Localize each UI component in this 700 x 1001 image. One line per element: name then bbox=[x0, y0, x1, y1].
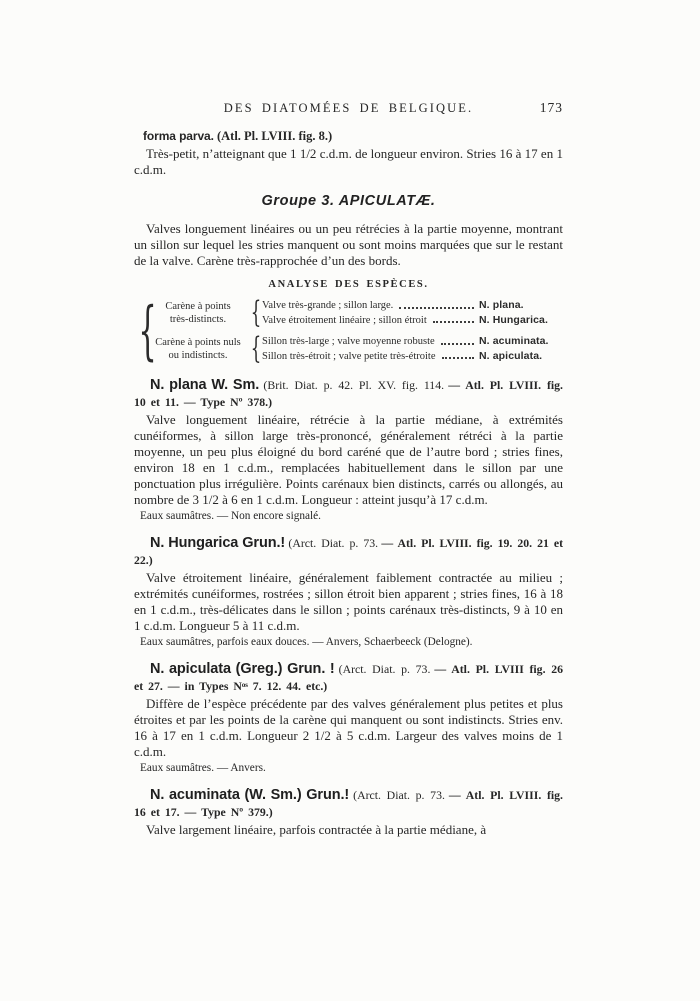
forma-parva-title-line bbox=[143, 128, 563, 145]
dot-leader bbox=[442, 357, 475, 359]
group-intro-paragraph: Valves longuement linéaires ou un peu rétrécies à la partie moyenne, montrant un sillon sur lequel les stries manquent ou sont moins marquées que sur le restant de la valve. Carène très-rapprochée d’un des bords. bbox=[134, 221, 563, 268]
key-inner-brace: { bbox=[250, 295, 262, 330]
key-options bbox=[262, 299, 563, 327]
key-group-indistinct-points bbox=[150, 331, 563, 366]
key-option-row bbox=[262, 335, 563, 349]
analysis-heading: ANALYSE DES ESPÈCES. bbox=[268, 279, 429, 290]
species-heading bbox=[134, 377, 563, 410]
key-group-label-line2: ou indistincts. bbox=[168, 350, 228, 361]
key-group-distinct-points bbox=[150, 295, 563, 330]
analysis-key-table bbox=[134, 294, 563, 368]
forma-parva-section bbox=[134, 128, 563, 178]
key-groups bbox=[150, 295, 563, 366]
species-name: N. acuminata (W. Sm.) Grun.! bbox=[150, 787, 350, 803]
key-group-label-line1: Carène à points bbox=[165, 300, 231, 312]
species-section-acuminata bbox=[134, 787, 563, 838]
key-option-row bbox=[262, 299, 563, 313]
species-description: Valve largement linéaire, parfois contractée à la partie médiane, à bbox=[146, 822, 487, 837]
species-reference-bold: — Atl. Pl. LVIII. fig. 19. 20. 21 et 22.) bbox=[134, 536, 564, 567]
dot-leader bbox=[433, 321, 474, 323]
key-species-name: N. plana. bbox=[479, 299, 524, 311]
key-group-label-line1: Carène à points nuls bbox=[155, 336, 241, 348]
key-outer-brace: { bbox=[138, 294, 157, 368]
species-reference-bold: — Atl. Pl. LVIII. fig. 10 et 11. — Type Nº 378.) bbox=[134, 378, 564, 409]
species-description: Valve longuement linéaire, rétrécie à la partie médiane, à extrémités cunéiformes, à sillon large très-prononcé, généralement rétréci à la partie moyenne, un peu plus éloigné du bord caréné que de l’autre bord ; stries fines, environ 18 en 1 c.d.m., remplacées habituellement dans le sillon par une ponctuation plus irrégulière. Points carénaux bien distincts, carrés ou allongés, au nombre de 3 1/2 à 6 en 1 c.d.m. Longueur : atteint jusqu’à 17 c.d.m. bbox=[134, 412, 563, 507]
species-name: N. Hungarica Grun.! bbox=[150, 535, 286, 551]
species-name: N. apiculata (Greg.) Grun. ! bbox=[150, 661, 335, 677]
species-heading bbox=[134, 535, 563, 568]
species-section-plana bbox=[134, 377, 563, 524]
forma-parva-reference: (Atl. Pl. LVIII. fig. 8.) bbox=[216, 129, 333, 143]
species-reference-bold: — Atl. Pl. LVIII. fig. 16 et 17. — Type Nº 379.) bbox=[134, 788, 564, 819]
species-habitat: Eaux saumâtres. — Anvers. bbox=[140, 762, 266, 774]
dot-leader bbox=[399, 307, 474, 309]
species-reference: (Brit. Diat. p. 42. Pl. XV. fig. 114. bbox=[263, 378, 445, 392]
page-number: 173 bbox=[539, 100, 563, 115]
key-option-text: Valve très-grande ; sillon large. bbox=[262, 300, 394, 311]
species-reference-bold: — Atl. Pl. LVIII fig. 26 et 27. — in Types Nᵒˢ 7. 12. 44. etc.) bbox=[134, 662, 564, 693]
forma-parva-name: forma parva. bbox=[143, 129, 214, 143]
key-option-text: Valve étroitement linéaire ; sillon étroit bbox=[262, 314, 427, 326]
key-option-row bbox=[262, 314, 563, 328]
species-description: Diffère de l’espèce précédente par des valves généralement plus petites et plus étroites et par les points de la carène qui manquent ou sont indistincts. Stries env. 16 à 17 en 1 c.d.m. Longueur 2 1/2 à 5 c.d.m. Largeur des valves moins de 1 c.d.m. bbox=[134, 696, 563, 759]
species-reference: (Arct. Diat. p. 73. bbox=[338, 662, 431, 676]
species-heading bbox=[134, 787, 563, 820]
key-inner-brace: { bbox=[250, 331, 262, 366]
key-option-row bbox=[262, 350, 563, 364]
species-heading bbox=[134, 661, 563, 694]
species-reference: (Arct. Diat. p. 73. bbox=[353, 788, 445, 802]
running-header-title: DES DIATOMÉES DE BELGIQUE. bbox=[223, 101, 474, 115]
forma-parva-description: Très-petit, n’atteignant que 1 1/2 c.d.m. de longueur environ. Stries 16 à 17 en 1 c.d.m. bbox=[134, 146, 563, 177]
species-reference: (Arct. Diat. p. 73. bbox=[288, 536, 379, 550]
group-heading: Groupe 3. APICULATÆ. bbox=[261, 193, 436, 209]
dot-leader bbox=[441, 343, 474, 345]
species-section-hungarica bbox=[134, 535, 563, 650]
species-name: N. plana W. Sm. bbox=[150, 377, 260, 393]
key-species-name: N. apiculata. bbox=[479, 349, 543, 362]
running-header bbox=[134, 100, 563, 115]
key-group-label bbox=[150, 300, 246, 327]
species-habitat: Eaux saumâtres, parfois eaux douces. — Anvers, Schaerbeeck (Delogne). bbox=[140, 636, 473, 648]
species-habitat: Eaux saumâtres. — Non encore signalé. bbox=[140, 510, 322, 522]
species-description: Valve étroitement linéaire, généralement faiblement contractée au milieu ; extrémités cunéiformes, rostrées ; sillon étroit bien apparent ; stries fines, 16 à 18 en 1 c.d.m., très-délicates dans le sillon ; points carénaux très-distincts, 9 à 10 en 1 c.d.m. Longueur 5 à 11 c.d.m. bbox=[134, 570, 563, 633]
key-species-name: N. acuminata. bbox=[479, 335, 549, 347]
species-section-apiculata bbox=[134, 661, 563, 776]
key-option-text: Sillon très-étroit ; valve petite très-étroite bbox=[262, 350, 436, 362]
key-option-text: Sillon très-large ; valve moyenne robuste bbox=[262, 336, 435, 347]
key-species-name: N. Hungarica. bbox=[479, 313, 548, 326]
key-group-label bbox=[150, 336, 246, 363]
key-options bbox=[262, 335, 563, 363]
key-group-label-line2: très-distincts. bbox=[169, 314, 227, 325]
